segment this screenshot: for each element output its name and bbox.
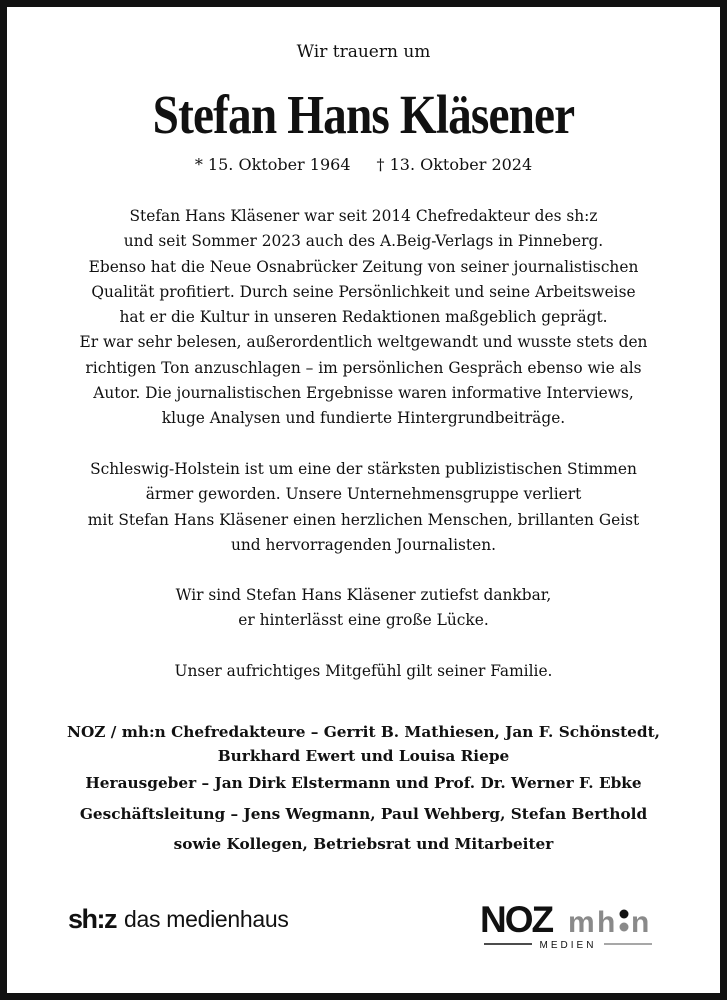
signatory-line: Geschäftsleitung – Jens Wegmann, Paul Wehberg, Stefan Berthold — [79, 804, 648, 823]
paragraph-tribute — [0, 204, 727, 432]
text-line: ärmer geworden. Unsere Unternehmensgruppe verliert — [145, 485, 582, 504]
signatories — [0, 720, 727, 860]
text-line: Autor. Die journalistischen Ergebnisse waren informative Interviews, — [93, 384, 634, 403]
mhn-letter-m: m — [568, 906, 595, 939]
text-line: Stefan Hans Kläsener war seit 2014 Chefredakteur des sh:z — [129, 207, 598, 225]
birth-date: * 15. Oktober 1964 — [194, 155, 351, 174]
text-line: und seit Sommer 2023 auch des A.Beig-Verlags in Pinneberg. — [123, 232, 604, 251]
shz-wordmark: sh:z — [68, 903, 116, 934]
signatory-line: NOZ / mh:n Chefredakteure – Gerrit B. Mathiesen, Jan F. Schönstedt, — [67, 723, 660, 741]
intro-text: Wir trauern um — [296, 42, 431, 62]
text-line: Schleswig-Holstein ist um eine der stärksten publizistischen Stimmen — [90, 460, 637, 478]
shz-tagline: das medienhaus — [124, 905, 289, 932]
signatory-line: Burkhard Ewert und Louisa Riepe — [217, 747, 510, 765]
signatory-line: sowie Kollegen, Betriebsrat und Mitarbeiter — [173, 835, 554, 853]
text-line: Er war sehr belesen, außerordentlich weltgewandt und wusste stets den — [79, 333, 648, 352]
death-date: † 13. Oktober 2024 — [376, 155, 533, 174]
mhn-letter-h: h — [597, 906, 616, 939]
text-line: Qualität profitiert. Durch seine Persönlichkeit und seine Arbeitsweise — [91, 282, 636, 301]
shz-logo — [68, 902, 289, 936]
text-line: Unser aufrichtiges Mitgefühl gilt seiner Familie. — [174, 662, 553, 680]
medien-label: MEDIEN — [539, 940, 597, 950]
deceased-name: Stefan Hans Kläsener — [152, 84, 575, 145]
paragraph-condolence — [0, 659, 727, 684]
text-line: kluge Analysen und fundierte Hintergrundbeiträge. — [161, 409, 566, 428]
text-line: richtigen Ton anzuschlagen – im persönlichen Gespräch ebenso wie als — [85, 358, 642, 377]
paragraph-gratitude — [0, 583, 727, 634]
signatory-line: Herausgeber – Jan Dirk Elstermann und Prof. Dr. Werner F. Ebke — [85, 774, 642, 792]
noz-wordmark: NOZ — [480, 899, 553, 940]
life-dates — [0, 155, 727, 174]
text-line: Ebenso hat die Neue Osnabrücker Zeitung von seiner journalistischen — [88, 257, 639, 276]
text-line: mit Stefan Hans Kläsener einen herzlichen Menschen, brillanten Geist — [87, 510, 640, 529]
paragraph-loss — [0, 457, 727, 558]
mhn-dot-top — [620, 910, 629, 919]
text-line: er hinterlässt eine große Lücke. — [238, 611, 489, 630]
mhn-letter-n: n — [631, 906, 650, 939]
noz-mhn-logo — [480, 898, 656, 950]
text-line: Wir sind Stefan Hans Kläsener zutiefst dankbar, — [175, 586, 552, 604]
mhn-dot-bottom — [620, 923, 629, 932]
text-line: und hervorragenden Journalisten. — [230, 535, 497, 554]
text-line: hat er die Kultur in unseren Redaktionen maßgeblich geprägt. — [119, 308, 608, 327]
